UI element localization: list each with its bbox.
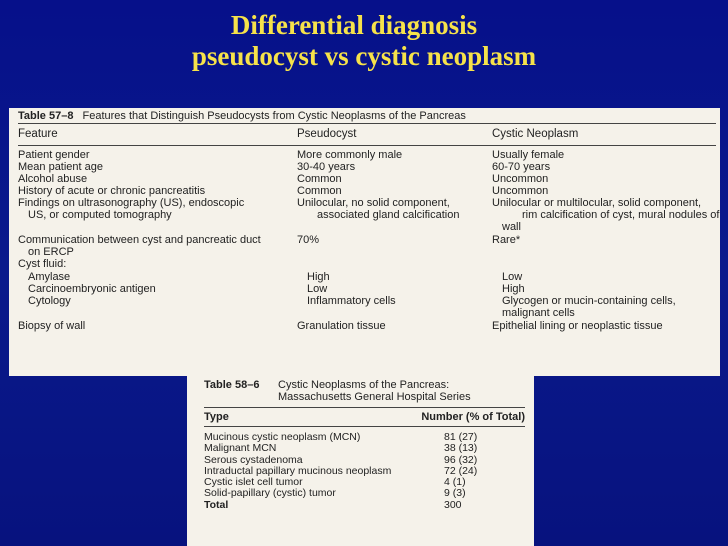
table-row — [18, 173, 716, 185]
pseudocyst-cell: 70% — [297, 234, 320, 246]
table-row — [18, 149, 716, 161]
number-cell: 72 (24) — [444, 464, 478, 477]
table1-header-row — [18, 124, 716, 146]
pseudocyst-cell: associated gland calcification — [317, 209, 460, 221]
pseudocyst-cell — [297, 307, 492, 319]
feature-cell: Carcinoembryonic antigen — [28, 283, 156, 295]
table-row — [18, 209, 720, 221]
feature-cell — [18, 307, 297, 319]
slide-title — [0, 10, 728, 72]
table-row — [18, 185, 716, 197]
pseudocyst-cell: Low — [307, 283, 328, 295]
number-cell: 81 (27) — [444, 431, 478, 443]
pseudocyst-cell: Granulation tissue — [297, 320, 386, 332]
neoplasm-cell: Uncommon — [492, 173, 549, 185]
table-row — [18, 197, 716, 209]
number-cell: 9 (3) — [444, 487, 466, 500]
pseudocyst-cell — [297, 221, 492, 233]
type-cell: Cystic islet cell tumor — [204, 476, 303, 489]
neoplasm-cell: 60-70 years — [492, 161, 551, 173]
table-row — [204, 488, 525, 499]
cystic-neoplasms-table — [187, 373, 534, 546]
feature-cell: History of acute or chronic pancreatitis — [18, 185, 206, 197]
number-cell: 38 (13) — [444, 442, 478, 455]
table2-caption-line2: Massachusetts General Hospital Series — [278, 391, 471, 403]
neoplasm-cell — [492, 258, 716, 270]
type-cell: Serous cystadenoma — [204, 453, 303, 466]
neoplasm-cell — [502, 246, 726, 258]
feature-cell — [18, 221, 297, 233]
table-row — [18, 161, 716, 173]
table-row — [18, 221, 716, 233]
slide-title-line2: pseudocyst vs cystic neoplasm — [191, 41, 537, 71]
neoplasm-cell: Uncommon — [492, 185, 549, 197]
pseudocyst-cell: Unilocular, no solid component, — [297, 197, 450, 209]
header-type: Type — [204, 411, 229, 423]
feature-cell: Cytology — [28, 295, 71, 307]
table2-label: Table 58–6 — [204, 379, 260, 391]
header-pseudocyst: Pseudocyst — [297, 128, 357, 140]
pseudocyst-cell — [297, 258, 492, 270]
neoplasm-cell: High — [502, 283, 525, 295]
table1-caption — [18, 108, 716, 123]
pseudocyst-cell: High — [307, 271, 330, 283]
table-row — [204, 443, 525, 454]
neoplasm-cell: malignant cells — [502, 307, 575, 319]
type-cell: Mucinous cystic neoplasm (MCN) — [204, 431, 361, 443]
features-table — [9, 108, 720, 376]
slide-title-line1: Differential diagnosis — [230, 10, 478, 40]
table2-header-row — [204, 408, 525, 427]
total-value: 300 — [444, 498, 462, 511]
table-row — [18, 246, 716, 258]
pseudocyst-cell — [307, 246, 502, 258]
pseudocyst-cell: Common — [297, 173, 342, 185]
header-number: Number (% of Total) — [421, 411, 525, 423]
feature-cell: Amylase — [28, 271, 71, 283]
neoplasm-cell: Low — [502, 271, 523, 283]
feature-cell: Mean patient age — [18, 161, 104, 173]
neoplasm-cell: Unilocular or multilocular, solid component, — [492, 197, 702, 209]
table-row — [18, 307, 716, 319]
feature-cell: on ERCP — [28, 246, 74, 258]
feature-cell: Biopsy of wall — [18, 320, 86, 332]
neoplasm-cell: Glycogen or mucin-containing cells, — [502, 295, 676, 307]
pseudocyst-cell: 30-40 years — [297, 161, 356, 173]
table-row — [18, 295, 716, 307]
neoplasm-cell: Usually female — [492, 149, 565, 161]
table-row — [18, 320, 716, 332]
neoplasm-cell: wall — [502, 221, 521, 233]
feature-cell: US, or computed tomography — [28, 209, 172, 221]
feature-cell: Patient gender — [18, 149, 90, 161]
neoplasm-cell: Epithelial lining or neoplastic tissue — [492, 320, 663, 332]
feature-cell: Findings on ultrasonography (US), endoscopic — [18, 197, 245, 209]
total-row — [204, 500, 525, 511]
pseudocyst-cell: Inflammatory cells — [307, 295, 396, 307]
neoplasm-cell: rim calcification of cyst, mural nodules of — [522, 209, 720, 221]
table2-caption-line1: Cystic Neoplasms of the Pancreas: — [278, 379, 450, 391]
number-cell: 4 (1) — [444, 476, 466, 489]
total-label: Total — [204, 498, 229, 511]
table1-label: Table 57–8 — [18, 110, 74, 122]
type-cell: Intraductal papillary mucinous neoplasm — [204, 464, 392, 477]
feature-cell: Communication between cyst and pancreatic duct — [18, 234, 261, 246]
table-row — [18, 258, 716, 270]
table1-body — [18, 146, 720, 332]
feature-cell: Alcohol abuse — [18, 173, 88, 185]
table-row — [18, 234, 716, 246]
table-row — [18, 271, 716, 283]
table1-caption-text: Features that Distinguish Pseudocysts from Cystic Neoplasms of the Pancreas — [82, 110, 466, 122]
pseudocyst-cell: More commonly male — [297, 149, 403, 161]
type-cell: Malignant MCN — [204, 442, 277, 455]
header-feature: Feature — [18, 128, 58, 140]
type-cell: Solid-papillary (cystic) tumor — [204, 487, 336, 500]
neoplasm-cell: Rare* — [492, 234, 521, 246]
number-cell: 96 (32) — [444, 453, 478, 466]
table2-caption — [204, 373, 525, 407]
feature-cell: Cyst fluid: — [18, 258, 67, 270]
table2-body — [204, 427, 525, 511]
table-row — [18, 283, 716, 295]
pseudocyst-cell: Common — [297, 185, 342, 197]
header-cystic-neoplasm: Cystic Neoplasm — [492, 128, 579, 140]
